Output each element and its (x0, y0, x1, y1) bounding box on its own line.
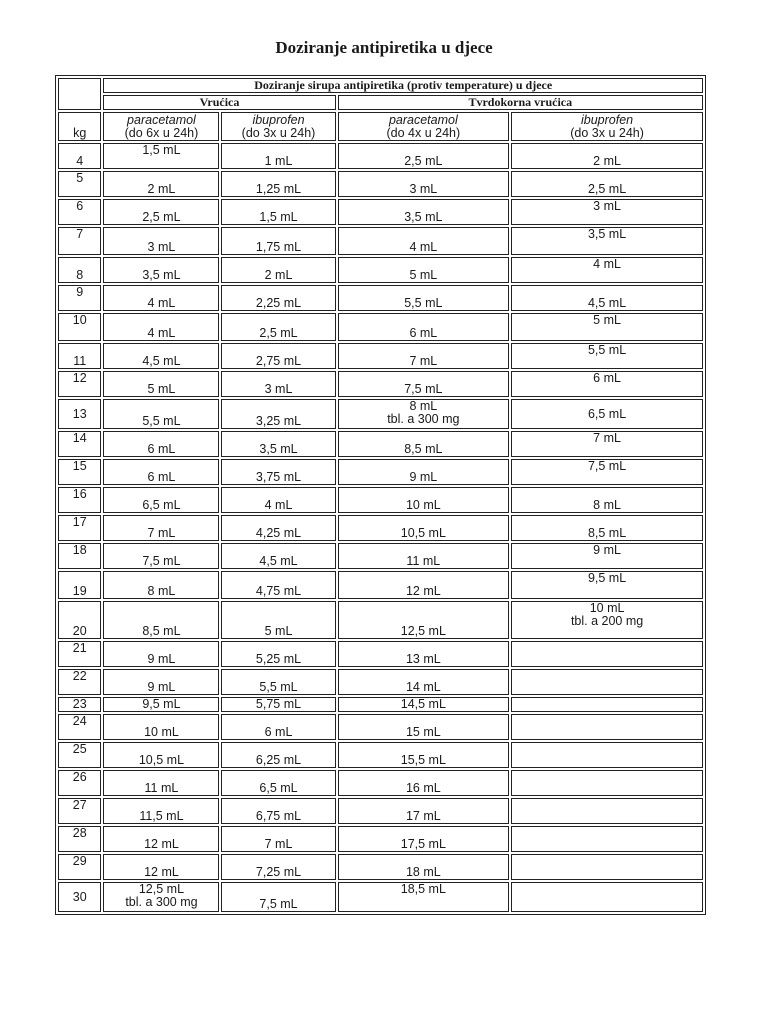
table-main-header: Doziranje sirupa antipiretika (protiv temperature) u djece (103, 78, 703, 93)
persistent-ibuprofen-cell: 3,5 mL (511, 227, 703, 255)
weight-cell: 18 (58, 543, 101, 569)
fever-paracetamol-cell: 8,5 mL (103, 601, 219, 639)
persistent-paracetamol-cell: 17,5 mL (338, 826, 510, 852)
table-row (58, 669, 703, 695)
table-row (58, 371, 703, 397)
table-row (58, 459, 703, 485)
fever-ibuprofen-cell: 5,25 mL (221, 641, 335, 667)
fever-paracetamol-cell: 12 mL (103, 854, 219, 880)
persistent-ibuprofen-cell: 4,5 mL (511, 285, 703, 311)
fever-ibuprofen-cell: 1,25 mL (221, 171, 335, 197)
weight-cell: 13 (58, 399, 101, 429)
weight-cell: 20 (58, 601, 101, 639)
persistent-ibuprofen-cell: 8 mL (511, 487, 703, 513)
persistent-paracetamol-cell: 18 mL (338, 854, 510, 880)
fever-ibuprofen-cell: 1,5 mL (221, 199, 335, 225)
table-row (58, 601, 703, 639)
fever-ibuprofen-cell: 3,25 mL (221, 399, 335, 429)
fever-ibuprofen-cell: 6,5 mL (221, 770, 335, 796)
persistent-paracetamol-cell: 17 mL (338, 798, 510, 824)
fever-ibuprofen-cell: 3,5 mL (221, 431, 335, 457)
fever-paracetamol-cell: 10,5 mL (103, 742, 219, 768)
persistent-paracetamol-cell: 14,5 mL (338, 697, 510, 712)
fever-ibuprofen-cell: 6,75 mL (221, 798, 335, 824)
persistent-ibuprofen-cell (511, 742, 703, 768)
fever-ibuprofen-cell: 4,25 mL (221, 515, 335, 541)
persistent-paracetamol-cell: 5 mL (338, 257, 510, 283)
table-row (58, 199, 703, 225)
fever-ibuprofen-cell: 5,75 mL (221, 697, 335, 712)
table-row (58, 515, 703, 541)
table-row (58, 487, 703, 513)
fever-paracetamol-cell: 5,5 mL (103, 399, 219, 429)
fever-paracetamol-cell: 4 mL (103, 313, 219, 341)
persistent-paracetamol-cell: 8 mL tbl. a 300 mg (338, 399, 510, 429)
fever-paracetamol-cell: 7 mL (103, 515, 219, 541)
fever-paracetamol-cell: 9 mL (103, 641, 219, 667)
persistent-paracetamol-cell: 14 mL (338, 669, 510, 695)
fever-paracetamol-cell: 5 mL (103, 371, 219, 397)
persistent-paracetamol-cell: 5,5 mL (338, 285, 510, 311)
fever-paracetamol-cell: 4 mL (103, 285, 219, 311)
page-title: Doziranje antipiretika u djece (275, 38, 493, 57)
persistent-paracetamol-cell: 12,5 mL (338, 601, 510, 639)
persistent-ibuprofen-cell (511, 770, 703, 796)
persistent-paracetamol-cell: 8,5 mL (338, 431, 510, 457)
persistent-ibuprofen-cell (511, 882, 703, 912)
fever-ibuprofen-cell: 2,25 mL (221, 285, 335, 311)
persistent-paracetamol-cell: 4 mL (338, 227, 510, 255)
fever-paracetamol-cell: 6 mL (103, 431, 219, 457)
table-row (58, 571, 703, 599)
persistent-paracetamol-cell: 3 mL (338, 171, 510, 197)
persistent-ibuprofen-cell (511, 854, 703, 880)
persistent-ibuprofen-cell: 7 mL (511, 431, 703, 457)
fever-ibuprofen-cell: 1 mL (221, 143, 335, 169)
persistent-ibuprofen-cell: 9 mL (511, 543, 703, 569)
fever-paracetamol-cell: 9,5 mL (103, 697, 219, 712)
fever-ibuprofen-cell: 7,25 mL (221, 854, 335, 880)
weight-cell: 27 (58, 798, 101, 824)
fever-ibuprofen-cell: 4,5 mL (221, 543, 335, 569)
weight-cell: 26 (58, 770, 101, 796)
persistent-paracetamol-cell: 9 mL (338, 459, 510, 485)
fever-paracetamol-cell: 6,5 mL (103, 487, 219, 513)
persistent-ibuprofen-cell: 5,5 mL (511, 343, 703, 369)
table-row (58, 343, 703, 369)
table-row (58, 171, 703, 197)
table-row (58, 399, 703, 429)
persistent-ibuprofen-cell: 9,5 mL (511, 571, 703, 599)
persistent-paracetamol-cell: 11 mL (338, 543, 510, 569)
fever-paracetamol-cell: 3,5 mL (103, 257, 219, 283)
corner-cell (58, 78, 101, 110)
fever-ibuprofen-cell: 2 mL (221, 257, 335, 283)
persistent-ibuprofen-cell (511, 826, 703, 852)
fever-paracetamol-cell: 7,5 mL (103, 543, 219, 569)
persistent-ibuprofen-cell: 6,5 mL (511, 399, 703, 429)
fever-paracetamol-cell: 9 mL (103, 669, 219, 695)
persistent-ibuprofen-cell: 4 mL (511, 257, 703, 283)
fever-paracetamol-cell: 11,5 mL (103, 798, 219, 824)
table-row (58, 697, 703, 712)
persistent-paracetamol-cell: 6 mL (338, 313, 510, 341)
weight-cell: 19 (58, 571, 101, 599)
fever-ibuprofen-cell: 2,75 mL (221, 343, 335, 369)
persistent-paracetamol-cell: 16 mL (338, 770, 510, 796)
persistent-ibuprofen-cell: 2,5 mL (511, 171, 703, 197)
fever-ibuprofen-cell: 6 mL (221, 714, 335, 740)
persistent-ibuprofen-cell: 7,5 mL (511, 459, 703, 485)
persistent-ibuprofen-cell (511, 641, 703, 667)
group-header-persistent-fever: Tvrdokorna vrućica (338, 95, 703, 110)
persistent-paracetamol-cell: 7,5 mL (338, 371, 510, 397)
fever-paracetamol-cell: 2 mL (103, 171, 219, 197)
fever-paracetamol-cell: 10 mL (103, 714, 219, 740)
persistent-paracetamol-cell: 3,5 mL (338, 199, 510, 225)
table-row (58, 227, 703, 255)
drug-header: paracetamol (do 6x u 24h) (103, 112, 219, 141)
fever-ibuprofen-cell: 5 mL (221, 601, 335, 639)
fever-paracetamol-cell: 4,5 mL (103, 343, 219, 369)
fever-paracetamol-cell: 1,5 mL (103, 143, 219, 169)
persistent-ibuprofen-cell: 6 mL (511, 371, 703, 397)
table-row (58, 285, 703, 311)
fever-ibuprofen-cell: 7,5 mL (221, 882, 335, 912)
dosage-table (55, 75, 706, 915)
weight-cell: 30 (58, 882, 101, 912)
fever-paracetamol-cell: 12,5 mL tbl. a 300 mg (103, 882, 219, 912)
persistent-ibuprofen-cell: 8,5 mL (511, 515, 703, 541)
table-row (58, 257, 703, 283)
fever-ibuprofen-cell: 1,75 mL (221, 227, 335, 255)
persistent-ibuprofen-cell: 2 mL (511, 143, 703, 169)
persistent-ibuprofen-cell (511, 697, 703, 712)
weight-cell: 9 (58, 285, 101, 311)
persistent-paracetamol-cell: 12 mL (338, 571, 510, 599)
persistent-ibuprofen-cell (511, 669, 703, 695)
fever-paracetamol-cell: 3 mL (103, 227, 219, 255)
weight-cell: 21 (58, 641, 101, 667)
fever-paracetamol-cell: 12 mL (103, 826, 219, 852)
weight-cell: 25 (58, 742, 101, 768)
drug-header: ibuprofen (do 3x u 24h) (511, 112, 703, 141)
persistent-paracetamol-cell: 10 mL (338, 487, 510, 513)
fever-ibuprofen-cell: 3,75 mL (221, 459, 335, 485)
persistent-paracetamol-cell: 18,5 mL (338, 882, 510, 912)
group-header-fever: Vrućica (103, 95, 335, 110)
persistent-paracetamol-cell: 2,5 mL (338, 143, 510, 169)
persistent-paracetamol-cell: 10,5 mL (338, 515, 510, 541)
fever-ibuprofen-cell: 4 mL (221, 487, 335, 513)
weight-cell: 24 (58, 714, 101, 740)
table-row (58, 826, 703, 852)
fever-ibuprofen-cell: 2,5 mL (221, 313, 335, 341)
fever-paracetamol-cell: 6 mL (103, 459, 219, 485)
table-row (58, 641, 703, 667)
weight-cell: 15 (58, 459, 101, 485)
weight-cell: 14 (58, 431, 101, 457)
persistent-paracetamol-cell: 13 mL (338, 641, 510, 667)
weight-cell: 6 (58, 199, 101, 225)
table-row (58, 714, 703, 740)
persistent-ibuprofen-cell: 10 mL tbl. a 200 mg (511, 601, 703, 639)
weight-cell: 17 (58, 515, 101, 541)
fever-ibuprofen-cell: 3 mL (221, 371, 335, 397)
table-row (58, 854, 703, 880)
table-row (58, 313, 703, 341)
weight-cell: 8 (58, 257, 101, 283)
weight-cell: 22 (58, 669, 101, 695)
table-row (58, 543, 703, 569)
drug-header: ibuprofen (do 3x u 24h) (221, 112, 335, 141)
weight-cell: 28 (58, 826, 101, 852)
fever-ibuprofen-cell: 7 mL (221, 826, 335, 852)
weight-cell: 12 (58, 371, 101, 397)
fever-paracetamol-cell: 2,5 mL (103, 199, 219, 225)
table-row (58, 798, 703, 824)
persistent-paracetamol-cell: 15 mL (338, 714, 510, 740)
weight-cell: 16 (58, 487, 101, 513)
table-row (58, 770, 703, 796)
table-row (58, 431, 703, 457)
persistent-ibuprofen-cell: 5 mL (511, 313, 703, 341)
fever-paracetamol-cell: 8 mL (103, 571, 219, 599)
persistent-ibuprofen-cell (511, 798, 703, 824)
weight-cell: 7 (58, 227, 101, 255)
fever-paracetamol-cell: 11 mL (103, 770, 219, 796)
drug-header: paracetamol (do 4x u 24h) (338, 112, 510, 141)
table-row (58, 742, 703, 768)
weight-cell: 11 (58, 343, 101, 369)
weight-cell: 23 (58, 697, 101, 712)
weight-cell: 29 (58, 854, 101, 880)
table-row (58, 882, 703, 912)
weight-cell: 4 (58, 143, 101, 169)
weight-cell: 5 (58, 171, 101, 197)
persistent-ibuprofen-cell (511, 714, 703, 740)
fever-ibuprofen-cell: 5,5 mL (221, 669, 335, 695)
persistent-paracetamol-cell: 7 mL (338, 343, 510, 369)
fever-ibuprofen-cell: 6,25 mL (221, 742, 335, 768)
table-row (58, 143, 703, 169)
fever-ibuprofen-cell: 4,75 mL (221, 571, 335, 599)
persistent-paracetamol-cell: 15,5 mL (338, 742, 510, 768)
persistent-ibuprofen-cell: 3 mL (511, 199, 703, 225)
kg-header: kg (58, 112, 101, 141)
weight-cell: 10 (58, 313, 101, 341)
